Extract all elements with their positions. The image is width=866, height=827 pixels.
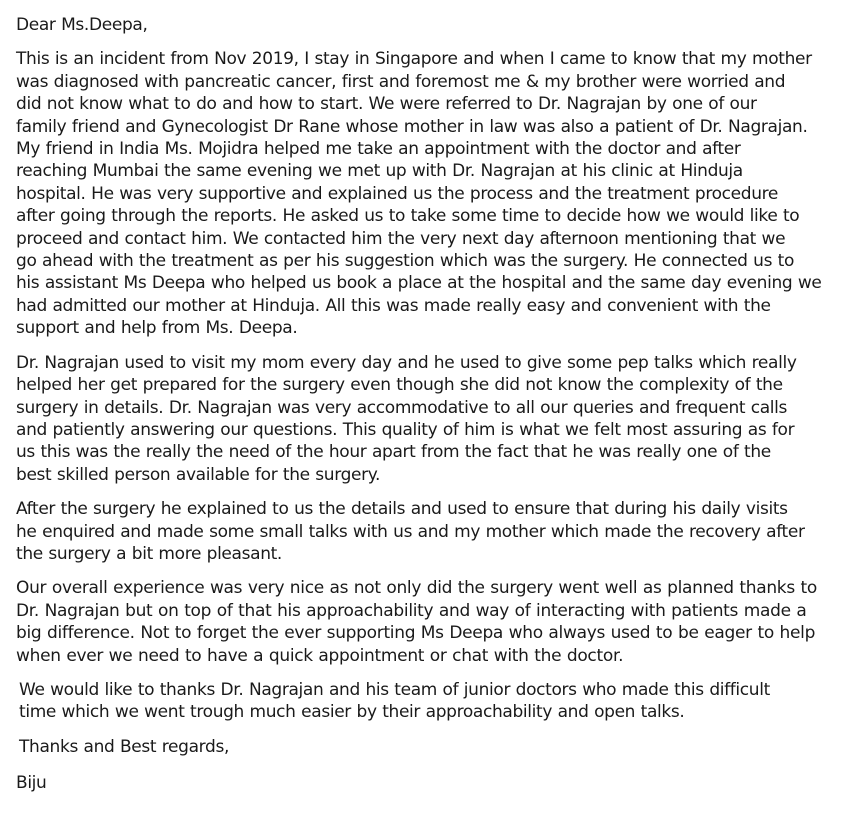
paragraph-line: proceed and contact him. We contacted him the very next day afternoon mentioning that we (16, 228, 786, 249)
paragraph-line: after going through the reports. He asked us to take some time to decide how we would like to (16, 206, 800, 227)
paragraph-line: big difference. Not to forget the ever supporting Ms Deepa who always used to be eager to help (16, 623, 816, 644)
paragraph-line: he enquired and made some small talks with us and my mother which made the recovery after (16, 521, 805, 542)
paragraph-line: This is an incident from Nov 2019, I stay in Singapore and when I came to know that my mother (16, 49, 812, 70)
paragraph-line: Dr. Nagrajan used to visit my mom every day and he used to give some pep talks which really (16, 352, 797, 373)
paragraph-line: Our overall experience was very nice as not only did the surgery went well as planned thanks to (16, 578, 817, 599)
paragraph-line: was diagnosed with pancreatic cancer, first and foremost me & my brother were worried and (16, 71, 786, 92)
letter (16, 14, 862, 795)
paragraph-line: helped her get prepared for the surgery even though she did not know the complexity of the (16, 375, 783, 396)
greeting: Dear Ms.Deepa, (16, 15, 148, 35)
paragraph-line: when ever we need to have a quick appointment or chat with the doctor. (16, 645, 624, 666)
paragraph-thanks (19, 679, 862, 724)
paragraph-line: his assistant Ms Deepa who helped us book a place at the hospital and the same day evening we (16, 273, 822, 294)
paragraph-visits (16, 352, 862, 486)
paragraph-line: Dr. Nagrajan but on top of that his approachability and way of interacting with patients made a (16, 600, 807, 621)
paragraph-line: had admitted our mother at Hinduja. All this was made really easy and convenient with the (16, 295, 771, 316)
paragraph-line: hospital. He was very supportive and explained us the process and the treatment procedure (16, 183, 779, 204)
paragraph-line: family friend and Gynecologist Dr Rane whose mother in law was also a patient of Dr. Nagrajan. (16, 116, 808, 137)
paragraph-after-surgery (16, 498, 862, 565)
paragraph-line: us this was the really the need of the hour apart from the fact that he was really one of the (16, 442, 771, 463)
paragraph-line: the surgery a bit more pleasant. (16, 543, 282, 564)
paragraph-line: go ahead with the treatment as per his suggestion which was the surgery. He connected us to (16, 251, 795, 272)
paragraph-line: We would like to thanks Dr. Nagrajan and his team of junior doctors who made this difficult (19, 679, 770, 700)
paragraph-line: After the surgery he explained to us the details and used to ensure that during his daily visits (16, 499, 788, 520)
paragraph-line: and patiently answering our questions. This quality of him is what we felt most assuring as for (16, 419, 795, 440)
paragraph-line: surgery in details. Dr. Nagrajan was very accommodative to all our queries and frequent calls (16, 397, 788, 418)
signature: Biju (16, 773, 47, 794)
paragraph-experience (16, 577, 862, 667)
paragraph-line: best skilled person available for the surgery. (16, 464, 381, 485)
paragraph-line: My friend in India Ms. Mojidra helped me take an appointment with the doctor and after (16, 139, 741, 160)
paragraph-incident (16, 48, 862, 339)
paragraph-line: time which we went trough much easier by their approachability and open talks. (19, 702, 685, 723)
paragraph-line: reaching Mumbai the same evening we met up with Dr. Nagrajan at his clinic at Hinduja (16, 161, 743, 182)
paragraph-line: did not know what to do and how to start. We were referred to Dr. Nagrajan by one of our (16, 94, 757, 115)
closing: Thanks and Best regards, (19, 736, 230, 757)
paragraph-line: support and help from Ms. Deepa. (16, 318, 298, 339)
